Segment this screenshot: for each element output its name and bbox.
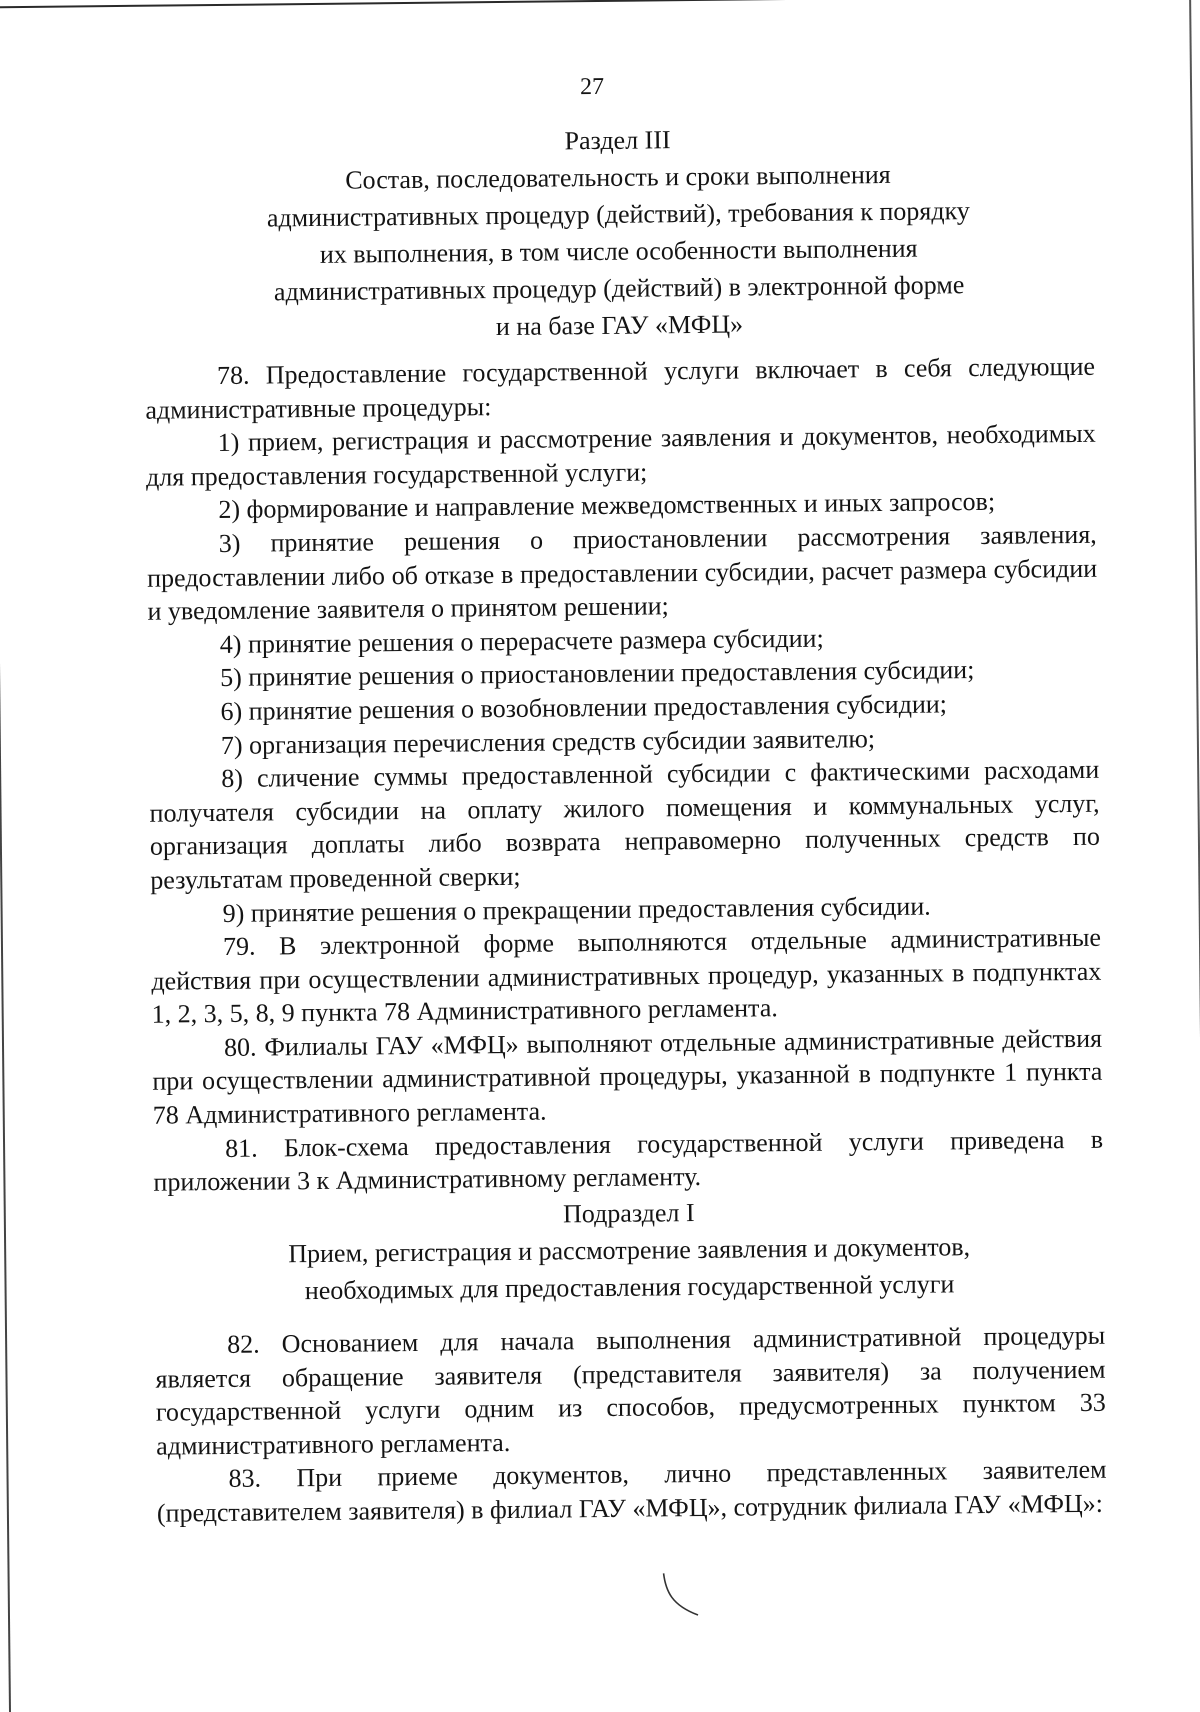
list-item: 2) формирование и направление межведомственных и иных запросов;: [218, 487, 996, 525]
paragraph-79: 79. В электронной форме выполняются отдельные административные действия при осуществлении административных процедур, указанных в подпунктах 1, 2, 3, 5, 8, 9 пункта 78 Административного регламента.: [151, 922, 1102, 1029]
section-title-line: и на базе ГАУ «МФЦ»: [495, 309, 744, 342]
subsection-heading: Подраздел I: [562, 1198, 695, 1229]
page-number: 27: [579, 73, 605, 101]
pen-mark-icon: [8, 1564, 1200, 1637]
list-item: 8) сличение суммы предоставленной субсидии с фактическими расходами получателя субсидии на оплату жилого помещения и коммунальных услуг, организация доплаты либо возврата неправомерно полученных средств по результатам проведенной сверки;: [149, 754, 1101, 895]
list-item: 6) принятие решения о возобновлении предоставления субсидии;: [220, 689, 948, 726]
list-item: 3) принятие решения о приостановлении рассмотрения заявления, предоставлении либо об отказе в предоставлении субсидии, расчет размера субсидии и уведомление заявителя о принятом решении;: [146, 519, 1098, 626]
paragraph-80: 80. Филиалы ГАУ «МФЦ» выполняют отдельные административные действия при осуществлении административной процедуры, указанной в подпункте 1 пункта 78 Административного регламента.: [152, 1023, 1103, 1130]
subsection-title-line: Прием, регистрация и рассмотрение заявления и документов,: [288, 1232, 971, 1269]
scan-edge-left: [0, 6, 11, 1712]
scan-edge-top: [0, 0, 1191, 8]
subsection-title-line: необходимых для предоставления государственной услуги: [304, 1269, 955, 1306]
paragraph-83: 83. При приеме документов, лично представленных заявителем (представителем заявителя) в филиал ГАУ «МФЦ», сотрудник филиала ГАУ «МФЦ»:: [156, 1455, 1107, 1528]
list-item: 5) принятие решения о приостановлении предоставления субсидии;: [220, 655, 975, 693]
body-text-subsection: [155, 1319, 1107, 1530]
list-item: 7) организация перечисления средств субсидии заявителю;: [220, 723, 876, 760]
section-title-line: административных процедур (действий) в электронной форме: [273, 270, 965, 307]
section-title-line: Состав, последовательность и сроки выполнения: [345, 159, 891, 195]
paragraph-81: 81. Блок-схема предоставления государственной услуги приведена в приложении 3 к Административному регламенту.: [153, 1124, 1104, 1197]
list-item: 4) принятие решения о перерасчете размера субсидии;: [219, 623, 824, 659]
list-item: 1) прием, регистрация и рассмотрение заявления и документов, необходимых для предоставления государственной услуги;: [145, 418, 1096, 492]
paragraph-78: 78. Предоставление государственной услуги включает в себя следующие административные процедуры:: [145, 351, 1096, 425]
section-heading: Раздел III: [564, 125, 671, 156]
body-text-section: [145, 350, 1104, 1200]
section-title-block: [142, 117, 1094, 349]
section-title-line: административных процедур (действий), требования к порядку: [266, 196, 970, 233]
section-title-line: их выполнения, в том числе особенности выполнения: [319, 233, 918, 269]
paragraph-82: 82. Основанием для начала выполнения административной процедуры является обращение заявителя (представителя заявителя) за получением государственной услуги одним из способов, предусмотренных пунктом 33 административного регламента.: [155, 1320, 1106, 1461]
subsection-title-block: [154, 1190, 1105, 1311]
scan-edge-right: [1189, 0, 1200, 1700]
list-item: 9) принятие решения о прекращении предоставления субсидии.: [222, 891, 931, 928]
